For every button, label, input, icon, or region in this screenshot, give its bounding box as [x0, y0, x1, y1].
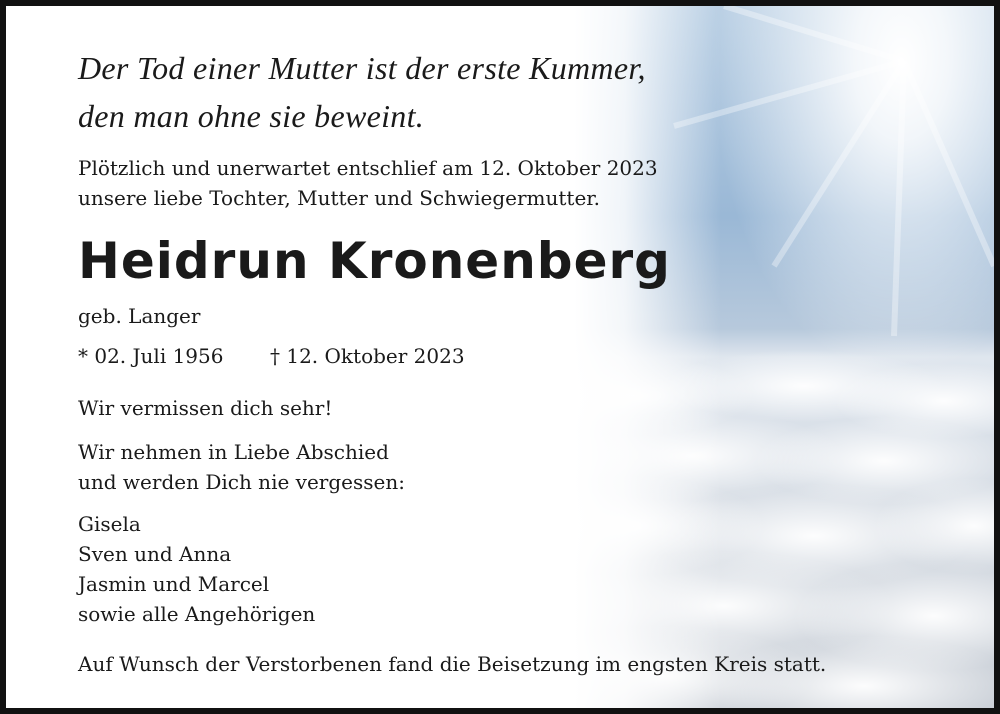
mourner-1: Gisela: [78, 512, 141, 536]
death-date: † 12. Oktober 2023: [270, 344, 465, 368]
birth-date: * 02. Juli 1956: [78, 344, 224, 368]
deceased-name: Heidrun Kronenberg: [78, 232, 671, 290]
quote-line-1: Der Tod einer Mutter ist der erste Kummer,: [78, 50, 646, 86]
mourner-3: Jasmin und Marcel: [78, 572, 270, 596]
mourner-4: sowie alle Angehörigen: [78, 602, 316, 626]
intro-line-2: unsere liebe Tochter, Mutter und Schwiegermutter.: [78, 186, 601, 210]
farewell-line-1: Wir nehmen in Liebe Abschied: [78, 440, 389, 464]
mourner-2: Sven und Anna: [78, 542, 232, 566]
message: Wir vermissen dich sehr!: [78, 396, 333, 420]
quote-line-2: den man ohne sie beweint.: [78, 98, 425, 134]
intro-line-1: Plötzlich und unerwartet entschlief am 12. Oktober 2023: [78, 156, 658, 180]
footer-note: Auf Wunsch der Verstorbenen fand die Beisetzung im engsten Kreis statt.: [78, 652, 827, 676]
maiden-name: geb. Langer: [78, 304, 201, 328]
farewell-line-2: und werden Dich nie vergessen:: [78, 470, 405, 494]
life-dates: [78, 344, 465, 368]
